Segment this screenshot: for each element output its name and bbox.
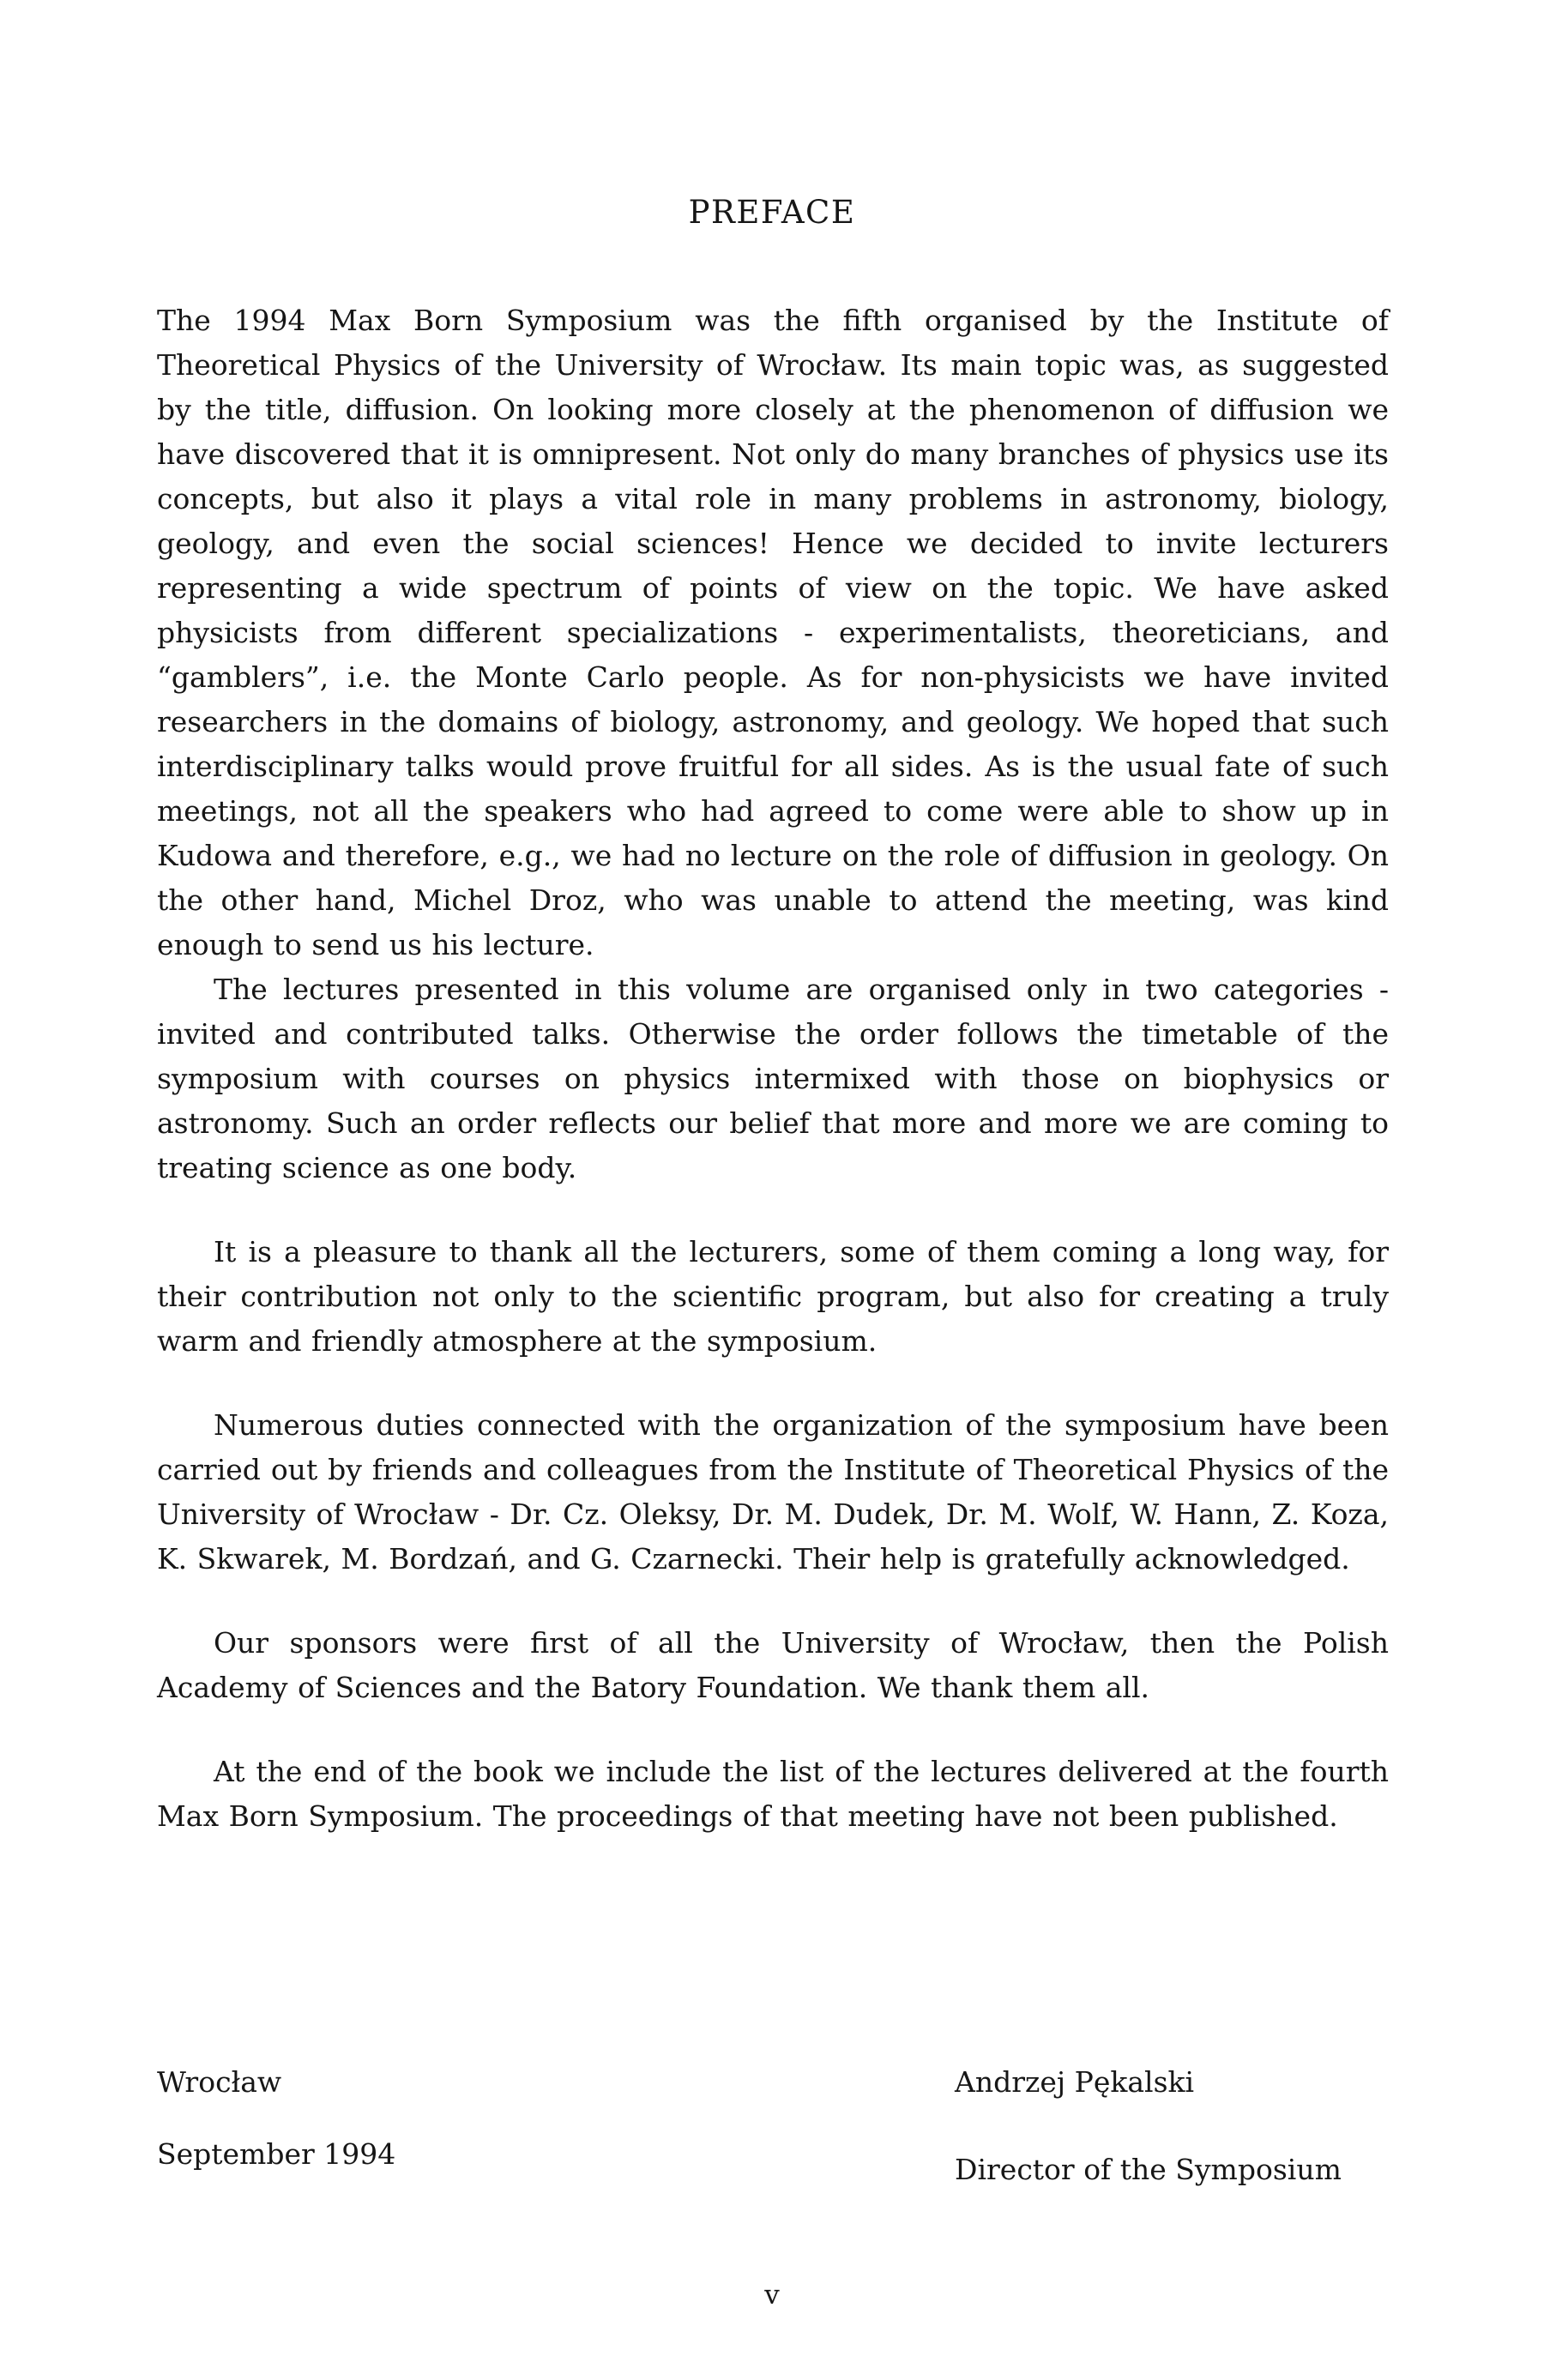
paragraph-3: It is a pleasure to thank all the lecturers, some of them coming a long way, for their contribution not only to the scientific program, but also for creating a truly warm and friendly atmosphere at the symposium. <box>157 1235 1389 1358</box>
paragraph-1: The 1994 Max Born Symposium was the fifth organised by the Institute of Theoretical Physics of the University of Wrocław. Its main topic was, as suggested by the title, diffusion. On looking more closely at the phenomenon of diffusion we have discovered that it is omnipresent. Not only do many branches of physics use its concepts, but also it plays a vital role in many problems in astronomy, biology, geology, and even the social sciences! Hence we decided to invite lecturers representing a wide spectrum of points of view on the topic. We have asked physicists from different specializations - experimentalists, theoreticians, and “gamblers”, i.e. the Monte Carlo people. As for non-physicists we have invited researchers in the domains of biology, astronomy, and geology. We hoped that such interdisciplinary talks would prove fruitful for all sides. As is the usual fate of such meetings, not all the speakers who had agreed to come were able to show up in Kudowa and therefore, e.g., we had no lecture on the role of diffusion in geology. On the other hand, Michel Droz, who was unable to attend the meeting, was kind enough to send us his lecture. <box>157 304 1389 961</box>
signature-place-date <box>157 2065 395 2171</box>
preface-text <box>157 298 1389 1839</box>
paragraph-5: Our sponsors were first of all the University of Wrocław, then the Polish Academy of Sciences and the Batory Foundation. We thank them all. <box>157 1626 1389 1704</box>
footer-place: Wrocław <box>157 2065 282 2099</box>
footer-author-role: Director of the Symposium <box>955 2152 1342 2186</box>
footer-author-name: Andrzej Pękalski <box>955 2065 1195 2099</box>
signature-author <box>955 2065 1389 2186</box>
signature-block <box>157 2065 1389 2186</box>
paragraph-2: The lectures presented in this volume are organised only in two categories - invited and contributed talks. Otherwise the order follows the timetable of the symposium with courses on physics intermixed with those on biophysics or astronomy. Such an order reflects our belief that more and more we are coming to treating science as one body. <box>157 973 1389 1184</box>
footer-date: September 1994 <box>157 2136 396 2171</box>
paragraph-6: At the end of the book we include the list of the lectures delivered at the fourth Max Born Symposium. The proceedings of that meeting have not been published. <box>157 1755 1389 1833</box>
page-number: v <box>764 2280 780 2311</box>
page-title: PREFACE <box>688 194 856 231</box>
paragraph-4: Numerous duties connected with the organization of the symposium have been carried out by friends and colleagues from the Institute of Theoretical Physics of the University of Wrocław - Dr. Cz. Oleksy, Dr. M. Dudek, Dr. M. Wolf, W. Hann, Z. Koza, K. Skwarek, M. Bordzań, and G. Czarnecki. Their help is gratefully acknowledged. <box>157 1408 1389 1576</box>
